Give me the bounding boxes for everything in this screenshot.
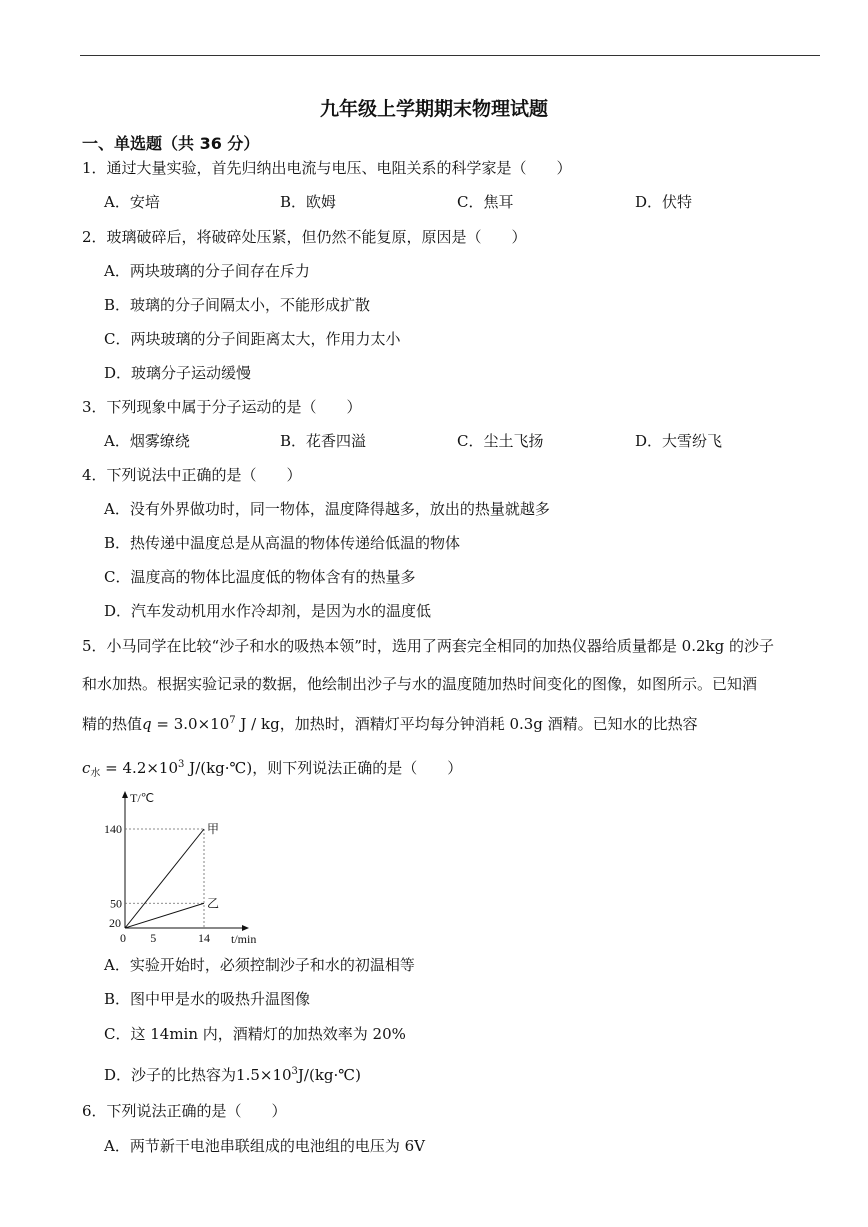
- x-tick-0: 0: [120, 931, 126, 945]
- q6-option-a: A．两节新干电池串联组成的电池组的电压为 6V: [104, 1137, 425, 1155]
- q1-option-b: B．欧姆: [280, 193, 337, 211]
- q3-option-b: B．花香四溢: [280, 432, 367, 450]
- q3-option-a: A．烟雾缭绕: [104, 432, 190, 450]
- y-axis-label: T/℃: [130, 791, 155, 805]
- specific-heat-subscript: 水: [90, 768, 101, 779]
- question-3-stem: 3．下列现象中属于分子运动的是（ ）: [82, 398, 362, 416]
- heat-value-symbol: q: [142, 715, 152, 733]
- question-5-line-2: 和水加热。根据实验记录的数据，他绘制出沙子与水的温度随加热时间变化的图像，如图所示。已知酒: [82, 675, 758, 693]
- specific-heat-symbol: c: [82, 759, 91, 777]
- heat-value-exponent: 7: [229, 715, 236, 726]
- series-line-2: [125, 903, 204, 928]
- specific-heat-exponent: 3: [178, 759, 185, 770]
- q4-option-a: A．没有外界做功时，同一物体，温度降得越多，放出的热量就越多: [104, 500, 550, 518]
- q3-option-d: D．大雪纷飞: [635, 432, 723, 450]
- q5-line4-suffix: ，则下列说法正确的是（ ）: [252, 759, 463, 777]
- question-6-stem: 6．下列说法正确的是（ ）: [82, 1102, 287, 1120]
- sand-heat-unit: J/(kg·℃): [297, 1066, 361, 1084]
- question-5-line-3: [82, 711, 698, 734]
- series-label-1: 甲: [207, 822, 220, 836]
- q4-option-c: C．温度高的物体比温度低的物体含有的热量多: [104, 568, 416, 586]
- sand-heat-exponent: 3: [291, 1066, 298, 1077]
- question-2-stem: 2．玻璃破碎后，将破碎处压紧，但仍然不能复原，原因是（ ）: [82, 228, 527, 246]
- q1-option-c: C．焦耳: [457, 193, 514, 211]
- page-title: 九年级上学期期末物理试题: [319, 98, 548, 120]
- x-axis-arrow: [242, 925, 249, 931]
- section-heading: 一、单选题（共 36 分）: [82, 134, 260, 153]
- y-tick-140: 140: [104, 822, 122, 836]
- q2-option-d: D．玻璃分子运动缓慢: [104, 364, 252, 382]
- q4-option-b: B．热传递中温度总是从高温的物体传递给低温的物体: [104, 534, 461, 552]
- q3-option-c: C．尘土飞扬: [457, 432, 544, 450]
- q1-option-d: D．伏特: [635, 193, 693, 211]
- q5-option-c: C．这 14min 内，酒精灯的加热效率为 20%: [104, 1025, 406, 1043]
- x-tick-14: 14: [198, 931, 210, 945]
- q5-option-a: A．实验开始时，必须控制沙子和水的初温相等: [104, 956, 415, 974]
- q5-option-b: B．图中甲是水的吸热升温图像: [104, 990, 311, 1008]
- specific-heat-unit: J/(kg·℃): [184, 759, 253, 777]
- q1-option-a: A．安培: [104, 193, 160, 211]
- x-tick-5: 5: [150, 931, 157, 945]
- q5-line3-suffix: ，加热时，酒精灯平均每分钟消耗 0.3g 酒精。已知水的比热容: [279, 715, 698, 733]
- series-line-1: [125, 829, 204, 928]
- q2-option-c: C．两块玻璃的分子间距离太大，作用力太小: [104, 330, 401, 348]
- q4-option-d: D．汽车发动机用水作冷却剂，是因为水的温度低: [104, 602, 432, 620]
- y-tick-20: 20: [109, 916, 121, 930]
- x-axis-label: t/min: [231, 932, 257, 946]
- question-5-line-4: [82, 755, 462, 784]
- q5-option-d-prefix: D．沙子的比热容为: [104, 1066, 237, 1084]
- q5-line3-prefix: 精的热值: [82, 715, 143, 733]
- specific-heat-eq: = 4.2×10: [100, 759, 179, 777]
- q2-option-a: A．两块玻璃的分子间存在斥力: [104, 262, 310, 280]
- temperature-time-graph: [95, 785, 270, 950]
- header-rule: [80, 55, 820, 56]
- y-axis-arrow: [122, 791, 128, 798]
- heat-value-eq: = 3.0×10: [151, 715, 230, 733]
- sand-heat-value: 1.5×10: [236, 1066, 292, 1084]
- y-tick-50: 50: [110, 896, 122, 911]
- series-label-2: 乙: [207, 896, 220, 911]
- q2-option-b: B．玻璃的分子间隔太小，不能形成扩散: [104, 296, 371, 314]
- heat-value-unit: J / kg: [235, 715, 280, 733]
- question-5-line-1: 5．小马同学在比较“沙子和水的吸热本领”时，选用了两套完全相同的加热仪器给质量都是 0.2kg 的沙子: [82, 637, 774, 655]
- question-1-stem: 1．通过大量实验，首先归纳出电流与电压、电阻关系的科学家是（ ）: [82, 159, 572, 177]
- q5-option-d: [104, 1062, 361, 1085]
- question-4-stem: 4．下列说法中正确的是（ ）: [82, 466, 302, 484]
